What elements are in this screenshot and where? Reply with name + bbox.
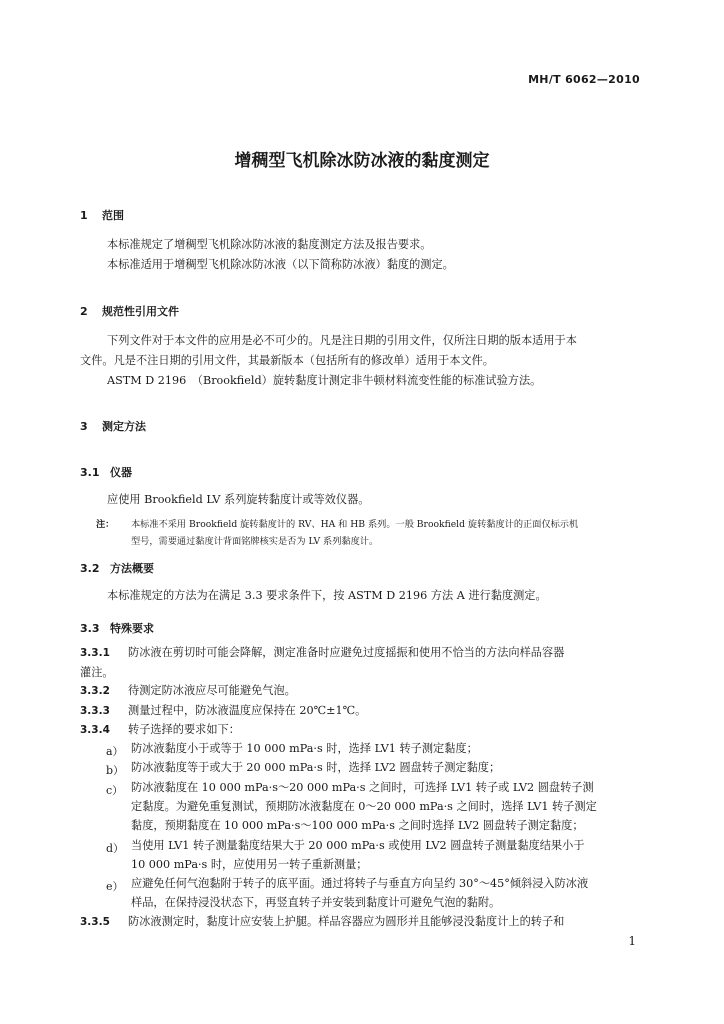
list-item: 黏度，预期黏度在 10 000 mPa·s～100 000 mPa·s 之间时选择 LV2 圆盘转子测定黏度； (131, 819, 584, 832)
page-number: 1 (628, 934, 636, 948)
section-3-3-heading (80, 620, 154, 636)
clause-text: 测量过程中，防冰液温度应保持在 20℃±1℃。 (128, 704, 367, 717)
clause-text: 待测定防冰液应尽可能避免气泡。 (128, 684, 296, 697)
clause-number: 3.3.5 (80, 916, 110, 928)
clause-text: 防冰液在剪切时可能会降解，测定准备时应避免过度摇振和使用不恰当的方法向样品容器 (128, 646, 565, 659)
section-title: 测定方法 (102, 420, 146, 433)
list-item: 当使用 LV1 转子测量黏度结果大于 20 000 mPa·s 或使用 LV2 圆盘转子测量黏度结果小于 (131, 839, 585, 852)
paragraph: 应使用 Brookfield LV 系列旋转黏度计或等效仪器。 (107, 493, 370, 506)
section-3-1-heading (80, 464, 132, 480)
section-3-heading (80, 418, 146, 434)
document-title: 增稠型飞机除冰防冰液的黏度测定 (234, 151, 490, 171)
list-item: 防冰液黏度等于或大于 20 000 mPa·s 时，选择 LV2 圆盘转子测定黏度； (131, 761, 501, 774)
section-2-heading (80, 303, 179, 319)
list-item: 样品，在保持浸没状态下，再竖直转子并安装到黏度计可避免气泡的黏附。 (131, 896, 501, 909)
clause-number: 3.3.1 (80, 647, 110, 659)
paragraph: 本标准规定的方法为在满足 3.3 要求条件下，按 ASTM D 2196 方法 A 进行黏度测定。 (107, 589, 547, 602)
note-text: 型号，需要通过黏度计背面铭牌核实是否为 LV 系列黏度计。 (131, 536, 379, 547)
note-label: 注： (96, 519, 115, 530)
section-number: 3.2 (80, 562, 100, 575)
section-number: 3.1 (80, 466, 100, 479)
clause-number: 3.3.3 (80, 705, 110, 717)
clause-text: 防冰液测定时，黏度计应安装上护腿。样品容器应为圆形并且能够浸没黏度计上的转子和 (128, 915, 565, 928)
section-title: 仪器 (110, 466, 132, 479)
clause-text: 转子选择的要求如下： (128, 723, 240, 736)
note-text: 本标准不采用 Brookfield 旋转黏度计的 RV、HA 和 HB 系列。一般 Brookfield 旋转黏度计的正面仅标示机 (131, 519, 579, 530)
section-title: 范围 (102, 209, 124, 222)
list-item: 防冰液黏度小于或等于 10 000 mPa·s 时，选择 LV1 转子测定黏度； (131, 742, 478, 755)
section-number: 3.3 (80, 622, 100, 635)
list-item: 防冰液黏度在 10 000 mPa·s～20 000 mPa·s 之间时，可选择 LV1 转子或 LV2 圆盘转子测 (131, 781, 594, 794)
clause-number: 3.3.2 (80, 685, 110, 697)
list-label: e） (106, 880, 124, 893)
list-label: b） (106, 764, 125, 777)
section-title: 方法概要 (110, 562, 154, 575)
paragraph: ASTM D 2196 （Brookfield）旋转黏度计测定非牛顿材料流变性能的标准试验方法。 (107, 374, 542, 387)
list-label: c） (106, 784, 124, 797)
section-3-2-heading (80, 560, 154, 576)
section-1-heading (80, 207, 124, 223)
paragraph: 下列文件对于本文件的应用是必不可少的。凡是注日期的引用文件，仅所注日期的版本适用于本 (107, 334, 577, 347)
section-title: 特殊要求 (110, 622, 154, 635)
paragraph: 文件。凡是不注日期的引用文件，其最新版本（包括所有的修改单）适用于本文件。 (80, 354, 494, 367)
standard-code: MH/T 6062—2010 (528, 73, 640, 86)
list-item: 应避免任何气泡黏附于转子的底平面。通过将转子与垂直方向呈约 30°～45°倾斜浸入防冰液 (131, 877, 589, 890)
list-item: 定黏度。为避免重复测试，预期防冰液黏度在 0～20 000 mPa·s 之间时，选择 LV1 转子测定 (131, 800, 597, 813)
section-number: 3 (80, 420, 88, 433)
clause-number: 3.3.4 (80, 724, 110, 736)
paragraph: 本标准适用于增稠型飞机除冰防冰液（以下简称防冰液）黏度的测定。 (107, 258, 454, 271)
section-title: 规范性引用文件 (102, 305, 179, 318)
section-number: 2 (80, 305, 88, 318)
paragraph: 本标准规定了增稠型飞机除冰防冰液的黏度测定方法及报告要求。 (107, 238, 432, 251)
list-label: a） (106, 745, 124, 758)
clause-text: 灌注。 (80, 666, 114, 679)
list-label: d） (106, 842, 125, 855)
section-number: 1 (80, 209, 88, 222)
list-item: 10 000 mPa·s 时，应使用另一转子重新测量； (131, 858, 368, 871)
